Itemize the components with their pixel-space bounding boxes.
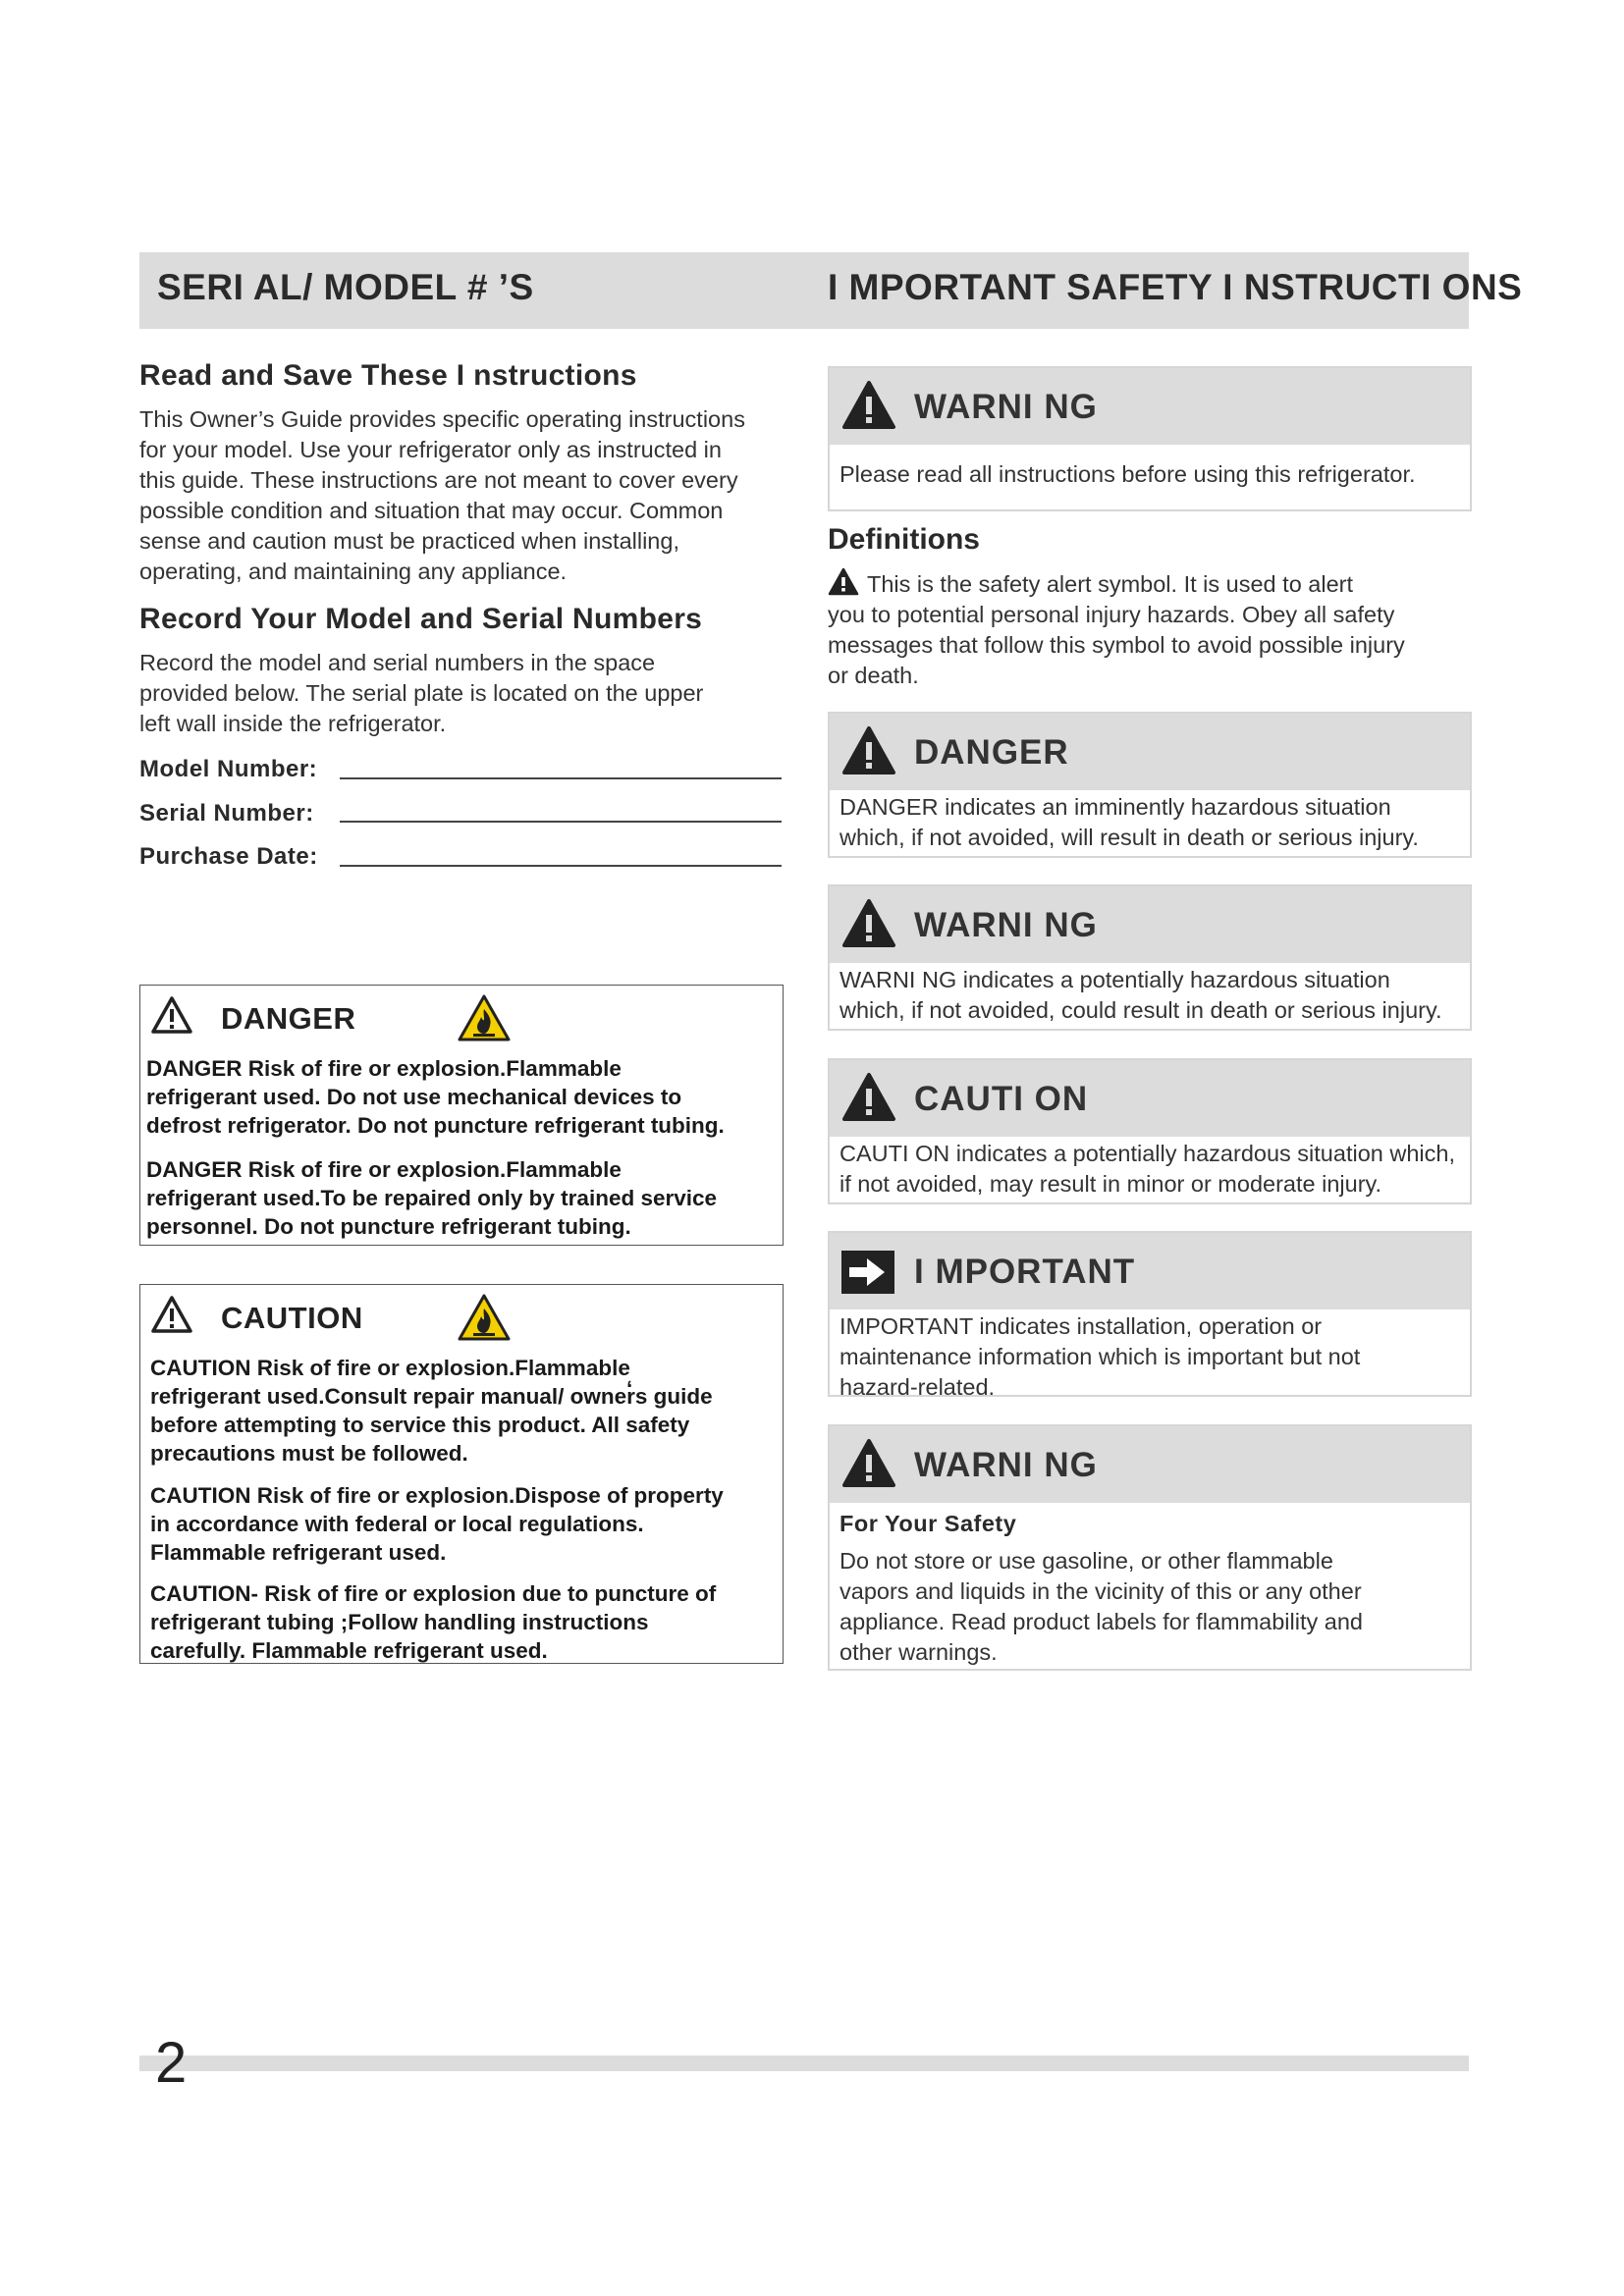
text-line: which, if not avoided, will result in death or serious injury. [839, 825, 1419, 850]
text-line: defrost refrigerator. Do not puncture refrigerant tubing. [146, 1113, 725, 1138]
serial-number-field[interactable] [340, 821, 782, 823]
caution-label-paragraph-1 [150, 1354, 713, 1468]
text-line: refrigerant used.Consult repair manual/ owner̒s guide [150, 1384, 713, 1409]
text-line: this guide. These instructions are not meant to cover every [139, 467, 738, 493]
model-number-label: Model Number: [139, 756, 318, 782]
danger-label-box [139, 985, 784, 1246]
warning-signal-box-top [828, 366, 1472, 511]
text-line: provided below. The serial plate is located on the upper [139, 680, 704, 706]
warning-safety-text [839, 1546, 1363, 1668]
caution-signal-box [828, 1058, 1472, 1204]
definitions-heading: Definitions [828, 523, 980, 556]
warning-triangle-icon [150, 995, 193, 1035]
serial-number-label: Serial Number: [139, 800, 314, 827]
section-title-safety-instructions: I MPORTANT SAFETY I NSTRUCTI ONS [828, 267, 1523, 307]
text-line: CAUTI ON indicates a potentially hazardous situation which, [839, 1141, 1455, 1166]
read-save-paragraph [139, 404, 745, 587]
arrow-right-icon [841, 1251, 894, 1294]
text-line: appliance. Read product labels for flammability and [839, 1609, 1363, 1634]
text-line: in accordance with federal or local regulations. [150, 1512, 644, 1536]
important-signal-box [828, 1231, 1472, 1400]
warning-title: WARNI NG [914, 906, 1098, 944]
text-line: CAUTION- Risk of fire or explosion due to puncture of [150, 1581, 717, 1606]
text-line: maintenance information which is important but not [839, 1344, 1361, 1369]
definitions-paragraph [828, 569, 1495, 691]
caution-title: CAUTI ON [914, 1080, 1089, 1118]
safety-alert-icon [841, 380, 896, 431]
safety-alert-icon [841, 1438, 896, 1489]
text-line: This is the safety alert symbol. It is used to alert [867, 571, 1354, 597]
warning-title: WARNI NG [914, 388, 1098, 426]
read-save-heading: Read and Save These I nstructions [139, 359, 637, 392]
text-line: operating, and maintaining any appliance. [139, 559, 568, 584]
text-line: IMPORTANT indicates installation, operation or [839, 1313, 1323, 1339]
important-title: I MPORTANT [914, 1253, 1136, 1291]
text-line: Flammable refrigerant used. [150, 1540, 447, 1565]
danger-text [839, 792, 1419, 853]
page-number: 2 [155, 2031, 188, 2095]
text-line: if not avoided, may result in minor or moderate injury. [839, 1171, 1382, 1197]
text-line: hazard-related. [839, 1374, 996, 1400]
warning-text: Please read all instructions before using this refrigerator. [839, 461, 1416, 487]
text-line: CAUTION Risk of fire or explosion.Dispose of property [150, 1483, 724, 1508]
danger-signal-box [828, 712, 1472, 858]
text-line: for your model. Use your refrigerator only as instructed in [139, 437, 722, 462]
important-text [839, 1311, 1360, 1403]
text-line: possible condition and situation that may occur. Common [139, 498, 724, 523]
warning-signal-box [828, 884, 1472, 1031]
text-line: or death. [828, 663, 919, 688]
text-line: precautions must be followed. [150, 1441, 468, 1466]
caution-label-title: CAUTION [221, 1301, 363, 1335]
text-line: before attempting to service this product. All safety [150, 1413, 690, 1437]
text-line: personnel. Do not puncture refrigerant tubing. [146, 1214, 631, 1239]
text-line: you to potential personal injury hazards. Obey all safety [828, 602, 1395, 627]
purchase-date-label: Purchase Date: [139, 843, 318, 870]
safety-alert-icon [841, 725, 896, 776]
flammable-icon [457, 993, 512, 1042]
text-line: CAUTION Risk of fire or explosion.Flammable [150, 1356, 630, 1380]
for-your-safety-heading: For Your Safety [839, 1511, 1017, 1536]
text-line: DANGER Risk of fire or explosion.Flammable [146, 1157, 622, 1182]
text-line: left wall inside the refrigerator. [139, 711, 447, 736]
caution-label-paragraph-3 [150, 1579, 716, 1665]
text-line: which, if not avoided, could result in death or serious injury. [839, 997, 1442, 1023]
text-line: Do not store or use gasoline, or other flammable [839, 1548, 1333, 1574]
text-line: WARNI NG indicates a potentially hazardous situation [839, 967, 1390, 992]
section-title-serial-model: SERI AL/ MODEL # ’S [157, 267, 534, 307]
text-line: other warnings. [839, 1639, 998, 1665]
record-paragraph [139, 648, 703, 739]
model-number-field[interactable] [340, 777, 782, 779]
text-line: sense and caution must be practiced when installing, [139, 528, 679, 554]
caution-text [839, 1139, 1455, 1200]
danger-label-paragraph-1 [146, 1054, 725, 1140]
text-line: vapors and liquids in the vicinity of this or any other [839, 1578, 1362, 1604]
text-line: This Owner’s Guide provides specific operating instructions [139, 406, 745, 432]
caution-label-paragraph-2 [150, 1481, 724, 1567]
danger-title: DANGER [914, 733, 1069, 772]
text-line: Record the model and serial numbers in the space [139, 650, 656, 675]
footer-bar [139, 2056, 1469, 2071]
text-line: refrigerant used.To be repaired only by trained service [146, 1186, 718, 1210]
purchase-date-field[interactable] [340, 865, 782, 867]
danger-label-paragraph-2 [146, 1155, 717, 1241]
text-line: messages that follow this symbol to avoid possible injury [828, 632, 1405, 658]
warning-triangle-icon [150, 1295, 193, 1334]
text-line: carefully. Flammable refrigerant used. [150, 1638, 548, 1663]
text-line: refrigerant used. Do not use mechanical devices to [146, 1085, 682, 1109]
flammable-icon [457, 1293, 512, 1342]
safety-alert-icon [841, 898, 896, 949]
danger-label-title: DANGER [221, 1001, 356, 1036]
text-line: DANGER indicates an imminently hazardous situation [839, 794, 1391, 820]
text-line: DANGER Risk of fire or explosion.Flammable [146, 1056, 622, 1081]
caution-label-box [139, 1284, 784, 1664]
record-heading: Record Your Model and Serial Numbers [139, 603, 703, 635]
text-line: refrigerant tubing ;Follow handling instructions [150, 1610, 649, 1634]
warning-title: WARNI NG [914, 1446, 1098, 1484]
safety-alert-icon [841, 1072, 896, 1123]
warning-safety-box [828, 1424, 1472, 1671]
warning-text [839, 965, 1442, 1026]
